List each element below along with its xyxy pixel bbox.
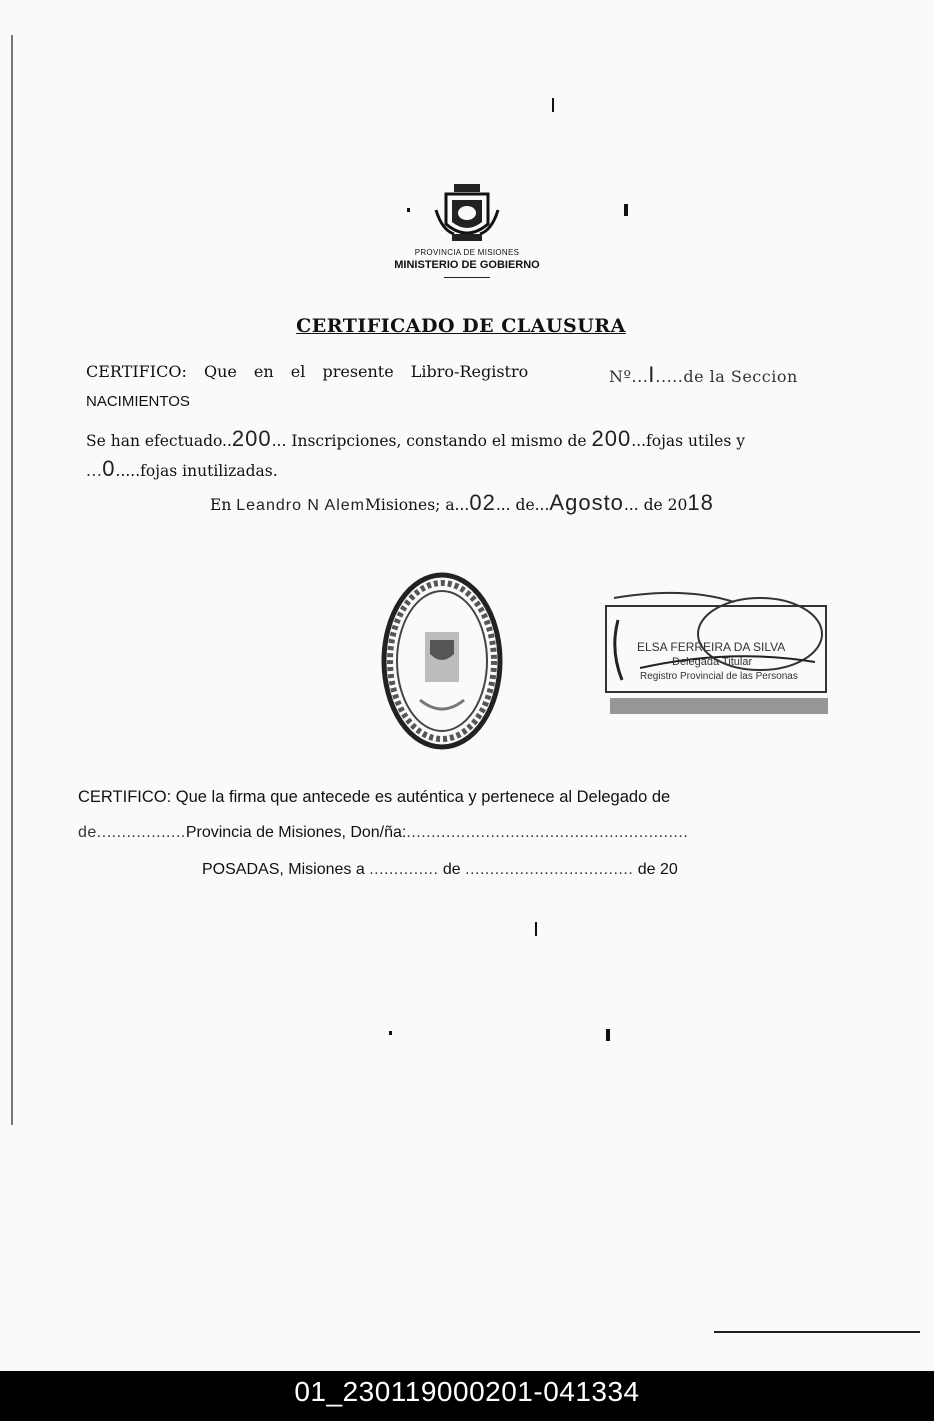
place-handwritten: Leandro N Alem (236, 497, 365, 514)
province-text: Provincia de Misiones, Don/ña: (185, 824, 407, 841)
coat-of-arms-icon (432, 180, 502, 246)
day-suffix: ... de... (495, 496, 550, 514)
authentication-line-2 (78, 824, 688, 842)
signature-stamp-icon (600, 590, 832, 720)
day-blank: .............. (369, 861, 439, 878)
day-handwritten: 02 (469, 490, 496, 515)
document-id: 01_230119000201-041334 (294, 1376, 640, 1407)
fojas-inutilizadas-line (86, 456, 278, 482)
authentication-line-1: CERTIFICO: Que la firma que antecede es auténtica y pertenece al Delegado de (78, 788, 671, 806)
delegation-blank: de.................. (78, 824, 186, 841)
place-date-line (210, 490, 714, 516)
stamp-role: Delegada Titular (672, 656, 753, 668)
stamp-name: ELSA FERREIRA DA SILVA (637, 640, 786, 654)
month-blank: .................................. (465, 861, 634, 878)
name-blank: ......................................................... (406, 824, 689, 841)
page-edge (11, 35, 13, 1125)
stamp-office: Registro Provincial de las Personas (640, 671, 798, 682)
authentication-line-3 (202, 861, 678, 879)
number-prefix: Nº... (609, 367, 649, 386)
posadas-text: POSADAS, Misiones a (202, 861, 365, 878)
year-text: de 20 (637, 861, 678, 878)
scan-speck (389, 1031, 392, 1035)
scan-speck (606, 1029, 610, 1041)
org-divider (444, 277, 490, 278)
scan-speck (552, 98, 554, 112)
scan-speck (407, 208, 410, 212)
year-handwritten: 18 (687, 490, 714, 515)
de-text: de (442, 861, 461, 878)
inscriptions-line (86, 426, 745, 452)
book-number-line (609, 362, 798, 388)
inscriptions-prefix: Se han efectuado.. (86, 432, 232, 450)
place-prefix: En (210, 496, 232, 514)
month-handwritten: Agosto (549, 490, 624, 515)
inscriptions-suffix: ...fojas utiles y (631, 432, 745, 450)
place-suffix: Misiones; a... (364, 496, 470, 514)
fojas-suffix: .....fojas inutilizadas. (115, 462, 278, 480)
month-suffix: ... de 20 (623, 496, 688, 514)
fojas-prefix: ... (86, 462, 103, 480)
scan-speck (535, 922, 537, 936)
org-ministry: MINISTERIO DE GOBIERNO (394, 259, 540, 271)
fojas-utiles-handwritten: 200 (591, 426, 632, 451)
certify-line (86, 362, 528, 381)
fojas-inutilizadas-handwritten: 0 (102, 456, 116, 481)
document-title: CERTIFICADO DE CLAUSURA (296, 315, 626, 337)
certify-text: Que en el presente Libro-Registro (203, 362, 529, 381)
section-value: NACIMIENTOS (86, 393, 190, 410)
org-province: PROVINCIA DE MISIONES (414, 248, 520, 257)
section-label: .....de la Seccion (655, 367, 798, 386)
book-number-handwritten: I (648, 362, 656, 387)
registry-seal-icon (380, 570, 505, 752)
certify-label: CERTIFICO: (86, 362, 187, 381)
signature-line (714, 1331, 920, 1333)
inscriptions-handwritten: 200 (231, 426, 272, 451)
scan-speck (624, 204, 628, 216)
inscriptions-middle: ... Inscripciones, constando el mismo de (271, 432, 587, 450)
